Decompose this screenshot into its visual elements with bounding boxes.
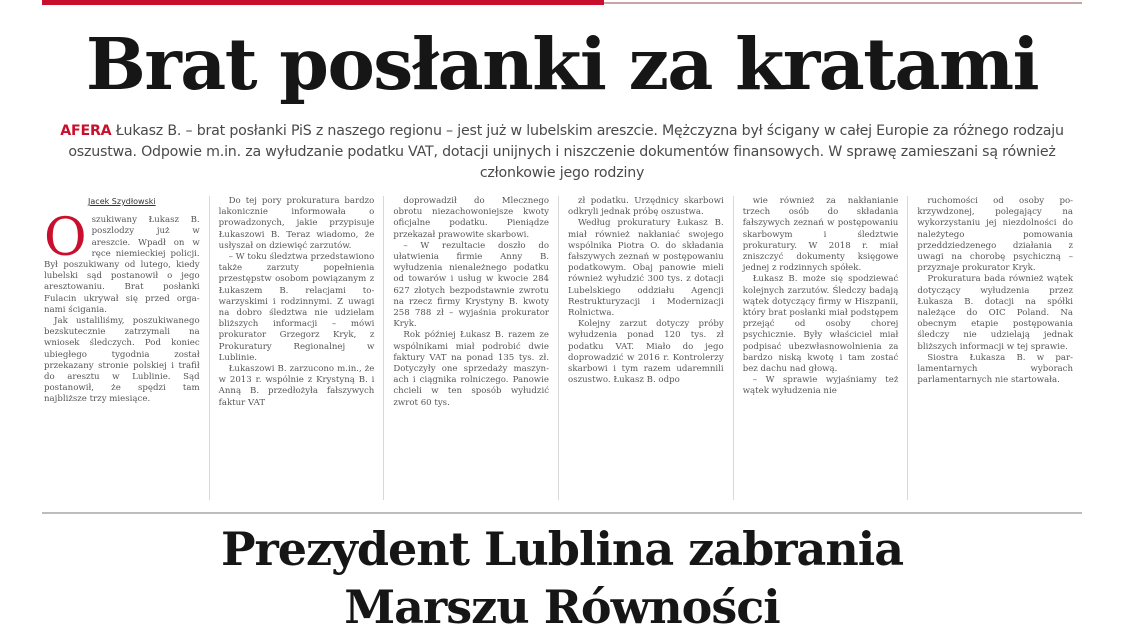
article-lead [42, 121, 1082, 184]
article-column-2 [209, 196, 384, 500]
next-headline-line-1: Prezydent Lublina zabrania [220, 522, 904, 576]
paragraph: – W toku śledztwa przedstawiono także zarzuty popełnienia przestępstw osobom powiązanym z Łukaszem B. relacjami towarzyskimi i rodzinnymi. Z uwagi na dobro śledztwa nie udzielam bliższych informacji – mówi prokurator Grzegorz Kryk, z Prokuratury Regionalnej w Lublinie. [218, 252, 375, 363]
paragraph: Łukaszowi B. zarzucono m.in., że w 2013 r. wspólnie z Krystyną B. i Anną B. przedłożyła fałszywych faktur VAT [218, 364, 375, 408]
paragraph: Jak ustaliliśmy, poszukiwanego bezskutecznie zatrzymali na wniosek śledczych. Pod koniec ubiegłego tygodnia został przekazany stronie polskiej i trafił do aresztu w Lublinie. Sąd postanowił, że spędzi tam najbliższe trzy miesiące. [44, 316, 200, 405]
next-article-headline [42, 520, 1082, 636]
article-column-3 [383, 196, 558, 500]
article-column-5 [733, 196, 908, 500]
article-column-4 [558, 196, 733, 500]
paragraph: – W rezultacie doszło do ułatwienia firmie Anny B. wyłudzenia nienależnego podatku od towarów i usług w kwocie 284 627 złotych bezpodstawnie zwrotu na rzecz firmy Krystyny B. kwoty 258 788 zł – wyjaśnia prokurator Kryk. [393, 240, 550, 330]
section-divider [42, 512, 1082, 514]
article-column-6 [907, 196, 1082, 500]
paragraph: Kolejny zarzut dotyczy próby wyłudzenia ponad 120 tys. zł podatku VAT. Miało do jego doprowadzić w 2016 r. Kontrolerzy skarbowi i tym razem udaremnili oszustwo. Łukasz B. odpo [568, 319, 724, 386]
paragraph: Łukasz B. może się spodziewać kolejnych zarzutów. Śledczy badają wątek dotyczący firmy w Hiszpanii, który brat posłanki miał podstępem przejąć od osoby chorej psychicznie. Były właściciel miał podpisać ubezwłasnowolnienia za bardzo niską kwotę i tam zostać bez dachu nad głową. [742, 274, 899, 375]
next-headline-line-2: Marszu Równości [344, 580, 780, 634]
paragraph: – W sprawie wyjaśniamy też wątek wyłudzenia nie [742, 375, 899, 397]
paragraph: ruchomości od osoby pokrzywdzonej, polegający na wykorzystaniu jej niezdolności do należytego pomowania przeddziedzenego działania z uwagi na chorobę psychiczną – przyznaje prokurator Kryk. [917, 196, 1074, 274]
paragraph: zł podatku. Urzędnicy skarbowi odkryli jednak próbę oszustwa. [568, 196, 724, 218]
article-lead-text: Łukasz B. – brat posłanki PiS z naszego regionu – jest już w lubelskim areszcie. Mężczyzna był ścigany w całej Europie za różnego rodzaju oszustwa. Odpowie m.in. za wyłudzanie podatku VAT, dotacji unijnych i niszczenie dokumentów finansowych. W sprawę zamieszani są również członkowie jego rodziny [68, 123, 1064, 181]
article-headline: Brat posłanki za kratami [85, 22, 1039, 106]
article-kicker: AFERA [60, 123, 112, 139]
paragraph: Siostra Łukasza B. w parlamentarnych wyborach parlamentarnych nie startowała. [917, 352, 1074, 386]
paragraph: Rok później Łukasz B. razem ze wspólnikami miał podrobić dwie faktury VAT na ponad 135 tys. zł. Dotyczyły one sprzedaży maszynach i ciągnika rolniczego. Panowie chcieli w ten sposób wyłudzić zwrot 60 tys. [393, 330, 550, 408]
author-byline: Jacek Szydłowski [88, 197, 156, 206]
paragraph: wie również za nakłanianie trzech osób do składania fałszywych zeznań w postępowaniu skarbowym i śledztwie prokuratury. W 2018 r. miał zniszczyć dokumenty księgowe jednej z rodzinnych spółek. [742, 196, 899, 274]
top-red-rule [42, 0, 604, 5]
drop-cap: O [44, 208, 87, 269]
paragraph: szukiwany Łukasz B. poszlodzy już w areszcie. Wpadł on w ręce niemieckiej policji. Był poszukiwany od lutego, kiedy lubelski sąd postanowił o jego aresztowaniu. Brat posłanki Fulacin ukrywał się przed organami ścigania. [44, 215, 200, 315]
paragraph: Prokuratura bada również wątek dotyczący wyłudzenia przez Łukasza B. dotacji na spółki należące do OIC Poland. Na obecnym etapie postępowania śledczy nie udzielają jednak bliższych informacji w tej sprawie. [917, 274, 1074, 352]
top-grey-rule [604, 2, 1082, 4]
article-column-1 [42, 196, 209, 500]
paragraph: Według prokuratury Łukasz B. miał również nakłaniać swojego wspólnika Piotra O. do składania fałszywych zeznań w postępowaniu podatkowym. Obaj panowie mieli również wyłudzić 300 tys. z dotacji Lubelskiego oddziału Agencji Restrukturyzacji i Modernizacji Rolnictwa. [568, 218, 724, 319]
paragraph: Do tej pory prokuratura bardzo lakonicznie informowała o prowadzonych, jakie przypisuje Łukaszowi B. Teraz wiadomo, że usłyszał on dziewięć zarzutów. [218, 196, 375, 251]
article-body [42, 196, 1082, 500]
paragraph: doprowadził do Mlecznego obrotu niezachowoniejsze kwoty oficjalne podatku. Pieniądze przekazał prawowite skarbowi. [393, 196, 550, 240]
